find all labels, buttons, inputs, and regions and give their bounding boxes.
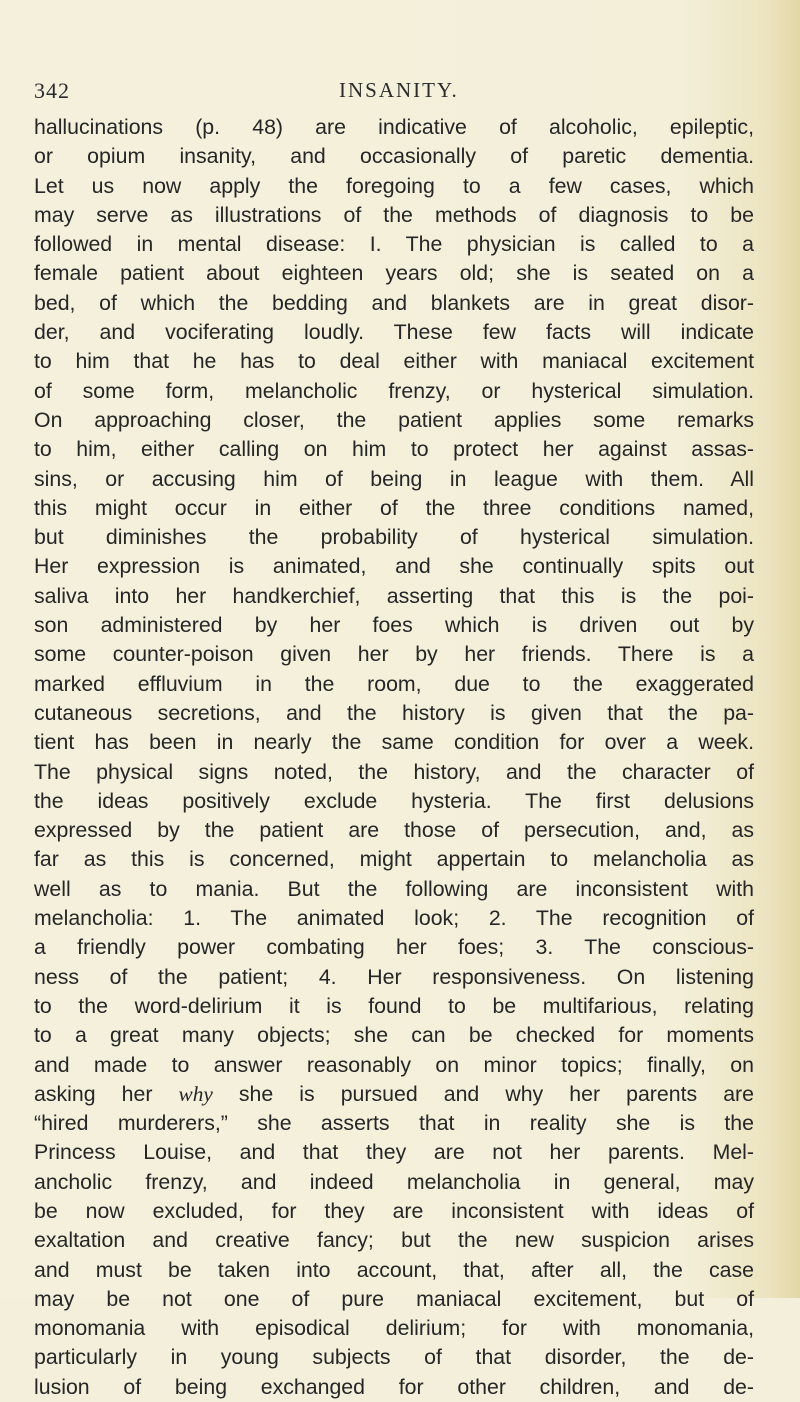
- text-line: lusion of being exchanged for other children, and de-: [34, 1374, 754, 1399]
- page-header: [34, 78, 754, 108]
- text-line: to him, either calling on him to protect her against assas-: [34, 437, 754, 462]
- text-line: ness of the patient; 4. Her responsiveness. On listening: [34, 964, 754, 989]
- page-number: 342: [34, 78, 70, 103]
- text-run: asking her: [34, 1081, 179, 1106]
- text-line: but diminishes the probability of hysterical simulation.: [34, 525, 754, 550]
- text-line: well as to mania. But the following are inconsistent with: [34, 876, 754, 901]
- text-line: saliva into her handkerchief, asserting that this is the poi-: [34, 583, 754, 608]
- text-line: ancholic frenzy, and indeed melancholia in general, may: [34, 1169, 754, 1194]
- text-line: far as this is concerned, might appertain to melancholia as: [34, 847, 754, 872]
- italic-word: why: [178, 1081, 213, 1106]
- text-line: cutaneous secretions, and the history is given that the pa-: [34, 700, 754, 725]
- text-line: Let us now apply the foregoing to a few cases, which: [34, 173, 754, 198]
- text-line: female patient about eighteen years old; she is seated on a: [34, 261, 754, 286]
- text-line: bed, of which the bedding and blankets are in great disor-: [34, 290, 754, 315]
- text-line: to him that he has to deal either with maniacal excitement: [34, 349, 754, 374]
- text-line: to a great many objects; she can be checked for moments: [34, 1023, 754, 1048]
- text-line: may serve as illustrations of the methods of diagnosis to be: [34, 202, 754, 227]
- text-line: son administered by her foes which is driven out by: [34, 613, 754, 638]
- text-line: tient has been in nearly the same condition for over a week.: [34, 730, 754, 755]
- text-line: The physical signs noted, the history, and the character of: [34, 759, 754, 784]
- text-line: and must be taken into account, that, after all, the case: [34, 1257, 754, 1282]
- text-line: exaltation and creative fancy; but the new suspicion arises: [34, 1228, 754, 1253]
- text-line: may be not one of pure maniacal excitement, but of: [34, 1286, 754, 1311]
- text-line: of some form, melancholic frenzy, or hysterical simulation.: [34, 378, 754, 403]
- text-line: followed in mental disease: I. The physician is called to a: [34, 232, 754, 257]
- text-run: she is pursued and why her parents are: [212, 1081, 754, 1106]
- text-line: “hired murderers,” she asserts that in reality she is the: [34, 1111, 754, 1136]
- text-line: Her expression is animated, and she continually spits out: [34, 554, 754, 579]
- text-line: and made to answer reasonably on minor topics; finally, on: [34, 1052, 754, 1077]
- text-line: [34, 1080, 754, 1109]
- text-line: be now excluded, for they are inconsistent with ideas of: [34, 1198, 754, 1223]
- text-line: monomania with episodical delirium; for with monomania,: [34, 1316, 754, 1341]
- text-line: sins, or accusing him of being in league with them. All: [34, 466, 754, 491]
- body-text: [34, 113, 754, 1402]
- text-line: melancholia: 1. The animated look; 2. The recognition of: [34, 906, 754, 931]
- text-line: expressed by the patient are those of persecution, and, as: [34, 818, 754, 843]
- text-line: der, and vociferating loudly. These few facts will indicate: [34, 320, 754, 345]
- text-line: hallucinations (p. 48) are indicative of alcoholic, epileptic,: [34, 115, 754, 139]
- text-line: to the word-delirium it is found to be multifarious, relating: [34, 993, 754, 1018]
- text-line: some counter-poison given her by her friends. There is a: [34, 642, 754, 667]
- text-line: the ideas positively exclude hysteria. The first delusions: [34, 788, 754, 813]
- text-line: marked effluvium in the room, due to the exaggerated: [34, 671, 754, 696]
- text-line: this might occur in either of the three conditions named,: [34, 495, 754, 520]
- text-line: particularly in young subjects of that disorder, the de-: [34, 1345, 754, 1370]
- text-line: a friendly power combating her foes; 3. The conscious-: [34, 935, 754, 960]
- running-head: INSANITY.: [339, 78, 459, 102]
- text-line: Princess Louise, and that they are not her parents. Mel-: [34, 1140, 754, 1165]
- text-line: On approaching closer, the patient applies some remarks: [34, 407, 754, 432]
- text-line: or opium insanity, and occasionally of paretic dementia.: [34, 144, 754, 169]
